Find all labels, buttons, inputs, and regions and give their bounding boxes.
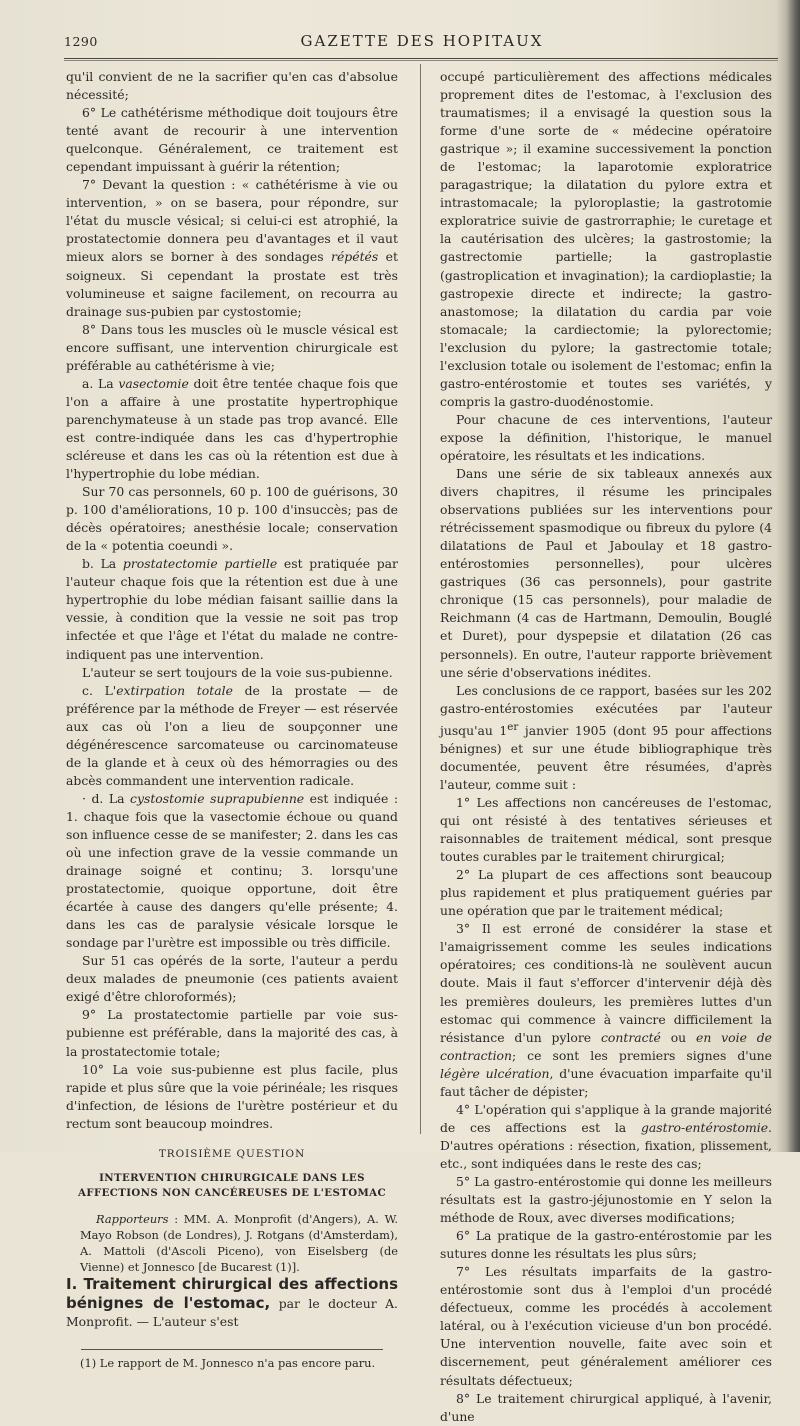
- journal-title: GAZETTE DES HOPITAUX: [300, 32, 544, 50]
- paragraph: b. La prostatectomie partielle est pratiquée par l'auteur chaque fois que la rétention est due à une hypertrophie du lobe médian faisant saillie dans la vessie, à condition que la vessie ne soit pas trop infectée et que l'âge et l'état du malade ne contre-indiquent pas une intervention.: [66, 556, 398, 662]
- paragraph: 8° Dans tous les muscles où le muscle vésical est encore suffisant, une intervention chirurgicale est préférable au cathétérisme à vie;: [66, 321, 398, 373]
- section-subtitle: INTERVENTION CHIRURGICALE DANS LES AFFECTIONS NON CANCÉREUSES DE L'ESTOMAC: [78, 1171, 386, 1199]
- paragraph: a. La vasectomie doit être tentée chaque fois que l'on a affaire à une prostatite hypertrophique parenchymateuse à un stade pas trop avancé. Elle est contre-indiquée dans les cas d'hypertrophie scléreuse et dans les cas où la rétention est due à l'hypertrophie du lobe médian.: [66, 375, 398, 482]
- paragraph: Les conclusions de ce rapport, basées sur les 202 gastro-entérostomies exécutées par l'auteur jusqu'au 1er janvier 1905 (dont 95 pour affections bénignes) et sur une étude bibliographique très documentée, peuvent être résumées, d'après l'auteur, comme suit :: [440, 682, 772, 792]
- paragraph: c. L'extirpation totale de la prostate — de préférence par la méthode de Freyer — est réservée aux cas où l'on a lieu de soupçonner une dégénérescence sarcomateuse ou carcinomateuse de la glande et à ceux où des hémorragies ou des abcès commandent une intervention radicale.: [66, 682, 398, 788]
- header-rule: [64, 58, 778, 59]
- column-separator: [420, 64, 421, 1134]
- paragraph: 8° Le traitement chirurgical appliqué, à l'avenir, d'une: [440, 1390, 772, 1424]
- footnote-rule: [81, 1349, 383, 1350]
- section-title: TROISIÈME QUESTION: [158, 1147, 306, 1160]
- header-rule-secondary: [64, 60, 778, 61]
- page-header: [64, 30, 780, 54]
- right-column: [440, 68, 772, 1426]
- page-edge: [786, 0, 800, 1152]
- paragraph: 6° Le cathétérisme méthodique doit toujours être tenté avant de recourir à une intervention quelconque. Généralement, ce traitement est cependant impuissant à guérir la rétention;: [66, 105, 398, 175]
- article-heading: I. Traitement chirurgical des affections bénignes de l'estomac, par le docteur A. Monprofit. — L'auteur s'est: [66, 1274, 398, 1329]
- left-column: [66, 68, 398, 1371]
- paragraph: 9° La prostatectomie partielle par voie sus-pubienne est préférable, dans la majorité des cas, à la prostatectomie totale;: [66, 1007, 398, 1059]
- paragraph: Sur 51 cas opérés de la sorte, l'auteur a perdu deux malades de pneumonie (ces patients avaient exigé d'être chloroformés);: [66, 953, 398, 1005]
- paragraph: L'auteur se sert toujours de la voie sus-pubienne.: [82, 664, 393, 680]
- paragraph: 2° La plupart de ces affections sont beaucoup plus rapidement et plus pratiquement guéries par une opération que par le traitement médical;: [440, 867, 772, 919]
- paragraph: Sur 70 cas personnels, 60 p. 100 de guérisons, 30 p. 100 d'améliorations, 10 p. 100 d'insuccès; pas de décès opératoires; anesthésie locale; conservation de la « potentia coeundi ».: [66, 484, 398, 554]
- page-number: 1290: [64, 34, 98, 49]
- paragraph: 4° L'opération qui s'applique à la grande majorité de ces affections est la gastro-entérostomie. D'autres opérations : résection, fixation, plissement, etc., sont indiquées dans le reste des cas;: [440, 1101, 772, 1171]
- footnote: (1) Le rapport de M. Jonnesco n'a pas encore paru.: [80, 1355, 376, 1370]
- paragraph: Dans une série de six tableaux annexés aux divers chapitres, il résume les principales observations publiées sur les interventions pour rétrécissement spasmodique ou fibreux du pylore (4 dilatations de Paul et Jaboulay et 18 gastro-entérostomies personnelles), pour ulcères gastriques (36 cas personnels), pour gastrite chronique (15 cas personnels), pour maladie de Reichmann (4 cas de Hartmann, Demoulin, Bouglé et Duret), pour dyspepsie et dilatation (26 cas personnels). En outre, l'auteur rapporte brièvement une série d'observations inédites.: [440, 466, 772, 680]
- paragraph: Pour chacune de ces interventions, l'auteur expose la définition, l'historique, le manuel opératoire, les résultats et les indications.: [440, 411, 772, 463]
- paragraph: 5° La gastro-entérostomie qui donne les meilleurs résultats est la gastro-jéjunostomie en Y selon la méthode de Roux, avec diverses modifications;: [440, 1173, 772, 1226]
- rapporteurs: Rapporteurs : MM. A. Monprofit (d'Angers), A. W. Mayo Robson (de Londres), J. Rotgans (d'Amsterdam), A. Mattoli (d'Ascoli Piceno), von Eiselsberg (de Vienne) et Jonnesco [de Bucarest (1)].: [80, 1211, 398, 1274]
- paragraph: 1° Les affections non cancéreuses de l'estomac, qui ont résisté à des tentatives sérieuses et raisonnables de traitement médical, sont presque toutes curables par le traitement chirurgical;: [440, 795, 772, 865]
- paragraph: 7° Devant la question : « cathétérisme à vie ou intervention, » on se basera, pour répondre, sur l'état du muscle vésical; si celui-ci est atrophié, la prostatectomie donnera peu d'avantages et il vaut mieux alors se borner à des sondages répétés et soigneux. Si cependant la prostate est très volumineuse et saigne facilement, on recourra au drainage sus-pubien par cystostomie;: [66, 177, 398, 319]
- paragraph: 6° La pratique de la gastro-entérostomie par les sutures donne les résultats les plus sûrs;: [440, 1228, 772, 1262]
- paragraph: 7° Les résultats imparfaits de la gastro-entérostomie sont dus à l'emploi d'un procédé défectueux, comme les procédés à accolement latéral, ou à l'exécution vicieuse d'un bon procédé. Une intervention nouvelle, faite avec soin et discernement, peut généralement améliorer ces résultats défectueux;: [440, 1264, 772, 1388]
- paragraph: qu'il convient de ne la sacrifier qu'en cas d'absolue nécessité;: [66, 69, 398, 103]
- paragraph: occupé particulièrement des affections médicales proprement dites de l'estomac, à l'exclusion des traumatismes; il a envisagé la question sous la forme d'une sorte de « médecine opératoire gastrique »; il examine successivement la ponction de l'estomac; la laparotomie exploratrice paragastrique; la dilatation du pylore extra et intrastomacale; la pyloroplastie; la gastrotomie exploratrice suivie de gastrorraphie; le curetage et la cautérisation des ulcères; la gastrostomie; la gastrectomie partielle; la gastroplastie (gastroplication et invagination); la cardioplastie; la gastropexie directe et indirecte; la gastro-anastomose; la dilatation du cardia par voie stomacale; la cardiectomie; la pylorectomie; l'exclusion du pylore; la gastrectomie totale; l'exclusion totale ou isolement de l'estomac; enfin la gastro-entérostomie et toutes ses variétés, y compris la gastro-duodénostomie.: [440, 69, 772, 409]
- paragraph: · d. La cystostomie suprapubienne est indiquée : 1. chaque fois que la vasectomie échoue ou quand son influence cesse de se manifester; 2. dans les cas où une infection grave de la vessie commande un drainage soigné et continu; 3. lorsqu'une prostatectomie, quoique opportune, doit être écartée à cause des dangers qu'elle présente; 4. dans les cas de paralysie vésicale lorsque le sondage par l'urètre est impossible ou très difficile.: [66, 790, 398, 951]
- paragraph: 3° Il est erroné de considérer la stase et l'amaigrissement comme les seules indications opératoires; ces conditions-là ne soulèvent aucun doute. Mais il faut s'efforcer d'intervenir déjà dès les premières douleurs, les premières luttes d'un estomac qui commence à vaincre difficilement la résistance d'un pylore contracté ou en voie de contraction; ce sont les premiers signes d'une légère ulcération, d'une évacuation imparfaite qu'il faut tâcher de dépister;: [440, 921, 772, 1099]
- paragraph: 10° La voie sus-pubienne est plus facile, plus rapide et plus sûre que la voie périnéale; les risques d'infection, de lésions de l'urètre postérieur et du rectum sont beaucoup moindres.: [66, 1061, 398, 1131]
